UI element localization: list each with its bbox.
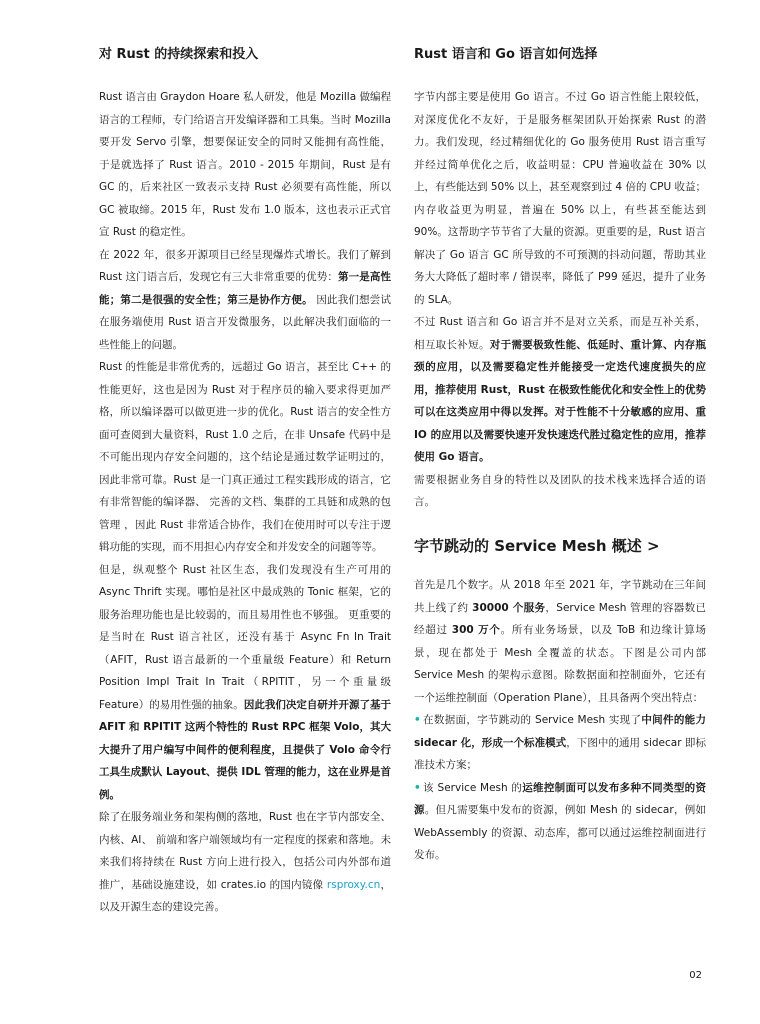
paragraph	[99, 806, 391, 919]
text-run: 除了在服务端业务和架构侧的落地，Rust 也在字节内部安全、内核、AI、 前端和客户端领域均有一定程度的探索和落地。未来我们将持续在 Rust 方向上进行投入，包括公司内外部布道推广，基础设施建设，如 crates.io 的国内镜像	[99, 811, 391, 891]
text-run: 不过 Rust 语言和 Go 语言并不是对立关系，而是互补关系，相互取长补短。	[414, 316, 706, 351]
bullet-icon: •	[414, 714, 421, 726]
service-mesh-body	[414, 574, 706, 867]
bold-text: 运维控制面可以发布多种不同类型的资源	[414, 781, 707, 816]
paragraph	[99, 86, 391, 244]
paragraph	[99, 559, 391, 807]
text-run: 首先是几个数字。从 2018 年至 2021 年，字节跳动在三年间共上线了约	[414, 579, 706, 614]
text-run: 。所有业务场景，以及 ToB 和边缘计算场景，现在都处于 Mesh 全覆盖的状态。下图是公司内部 Service Mesh 的架构示意图。除数据面和控制面外，它还有一个运维控制面（Operation Plane），且具备两个突出特点：	[414, 624, 706, 704]
bold-text: 300 万个	[451, 624, 501, 636]
text-run: Rust 的性能是非常优秀的，远超过 Go 语言，甚至比 C++ 的性能更好，这也是因为 Rust 对于程序员的输入要求得更加严格，所以编译器可以做更进一步的优化。Rust 语言的安全性方面可查阅到大量资料，Rust 1.0 之后，在非 Unsafe 代码中是不可能出现内存安全问题的，这个结论是通过数学证明过的，因此非常可靠。Rust 是一门真正通过工程实践形成的语言，它有非常智能的编译器、 完善的文档、集群的工具链和成熟的包管理 ，因此 Rust 非常适合协作，我们在使用时可以专注于逻辑功能的实现，而不用担心内存安全和并发安全的问题等等。	[99, 361, 391, 553]
paragraph	[414, 86, 706, 311]
text-run: ，Service Mesh 管理的容器数已经超过	[414, 601, 706, 636]
bold-text: 对于需要极致性能、低延时、重计算、内存瓶颈的应用，以及需要稳定性并能接受一定迭代速度损失的应用，推荐使用 Rust，Rust 在极致性能优化和安全性上的优势可以在这类应用中得以发挥。对于性能不十分敏感的应用、重 IO 的应用以及需要快速开发快速迭代胜过稳定性的应用，推荐使用 Go 语言。	[414, 338, 707, 463]
page-number: 02	[689, 970, 702, 981]
paragraph	[414, 311, 706, 469]
bullet-icon: •	[414, 781, 421, 794]
right-section-title: Rust 语言和 Go 语言如何选择	[414, 47, 598, 62]
paragraph	[414, 469, 706, 514]
paragraph	[414, 709, 706, 777]
text-run: ，下图中的通用 sidecar 即标准技术方案；	[414, 736, 706, 771]
bold-text: 因此我们决定自研并开源了基于 AFIT 和 RPITIT 这两个特性的 Rust RPC 框架 Volo，其大大提升了用户编写中间件的便利程度，且提供了 Volo 命令行工具生成默认 Layout、提供 IDL 管理的能力，这在业界是首例。	[99, 698, 391, 801]
text-run: 该 Service Mesh 的	[422, 781, 523, 794]
paragraph	[99, 244, 391, 357]
link-rsproxy[interactable]: rsproxy.cn	[326, 878, 381, 891]
text-run: 在 2022 年，很多开源项目已经呈现爆炸式增长。我们了解到 Rust 这门语言后，发现它有三大非常重要的优势：	[99, 248, 391, 283]
bold-text: 第一是高性能；第二是很强的安全性；第三是协作方便。	[99, 271, 392, 306]
text-run: 。但凡需要集中发布的资源，例如 Mesh 的 sidecar，例如 WebAssembly 的资源、动态库，都可以通过运维控制面进行发布。	[414, 804, 706, 861]
text-run: 在数据面，字节跳动的 Service Mesh 实现了	[422, 714, 642, 726]
left-section-title: 对 Rust 的持续探索和投入	[99, 47, 259, 62]
text-run: 需要根据业务自身的特性以及团队的技术栈来选择合适的语言。	[414, 473, 706, 508]
paragraph	[414, 574, 706, 709]
text-run: 因此我们想尝试在服务端使用 Rust 语言开发微服务，以此解决我们面临的一些性能上的问题。	[99, 293, 392, 351]
text-run: 但是，纵观整个 Rust 社区生态，我们发现没有生产可用的 Async Thrift 实现。哪怕是社区中最成熟的 Tonic 框架，它的服务治理功能也是比较弱的，而且易用性也不够强。 更重要的是当时在 Rust 语言社区，还没有基于 Async Fn In Trait （AFIT，Rust 语言最新的一个重量级 Feature）和 Return Position Impl Trait In Trait（RPITIT，另一个重量级 Feature）的易用性强的抽象。	[99, 563, 391, 711]
bold-text: 中间件的能力 sidecar 化，形成一个标准模式	[414, 714, 707, 749]
service-mesh-section-title: 字节跳动的 Service Mesh 概述 >	[414, 537, 660, 555]
left-body	[99, 86, 391, 919]
bold-text: 30000 个服务	[472, 601, 546, 614]
text-run: 字节内部主要是使用 Go 语言。不过 Go 语言性能上限较低，对深度优化不友好，于是服务框架团队开始探索 Rust 的潜力。我们发现，经过精细优化的 Go 服务使用 Rust 语言重写并经过简单优化之后，收益明显：CPU 普遍收益在 30% 以上，有些能达到 50% 以上，甚至观察到过 4 倍的 CPU 收益；内存收益更为明显，普遍在 50% 以上，有些甚至能达到 90%。这帮助字节节省了大量的资源。更重要的是，Rust 语言解决了 Go 语言 GC 所导致的不可预测的抖动问题，帮助其业务大大降低了超时率 / 错误率，降低了 P99 延迟，提升了业务的 SLA。	[414, 91, 706, 306]
right-body	[414, 86, 706, 514]
paragraph	[414, 777, 706, 867]
paragraph	[99, 356, 391, 559]
text-run: Rust 语言由 Graydon Hoare 私人研发，他是 Mozilla 做编程语言的工程师，专门给语言开发编译器和工具集。当时 Mozilla 要开发 Servo 引擎，想要保证安全的同时又能拥有高性能， 于是就选择了 Rust 语言。2010 - 2015 年期间，Rust 是有 GC 的，后来社区一致表示支持 Rust 必须要有高性能，所以 GC 被取缔。2015 年，Rust 发布 1.0 版本，这也表示正式官宣 Rust 的稳定性。	[99, 91, 391, 238]
text-run: ，以及开源生态的建设完善。	[99, 878, 392, 913]
